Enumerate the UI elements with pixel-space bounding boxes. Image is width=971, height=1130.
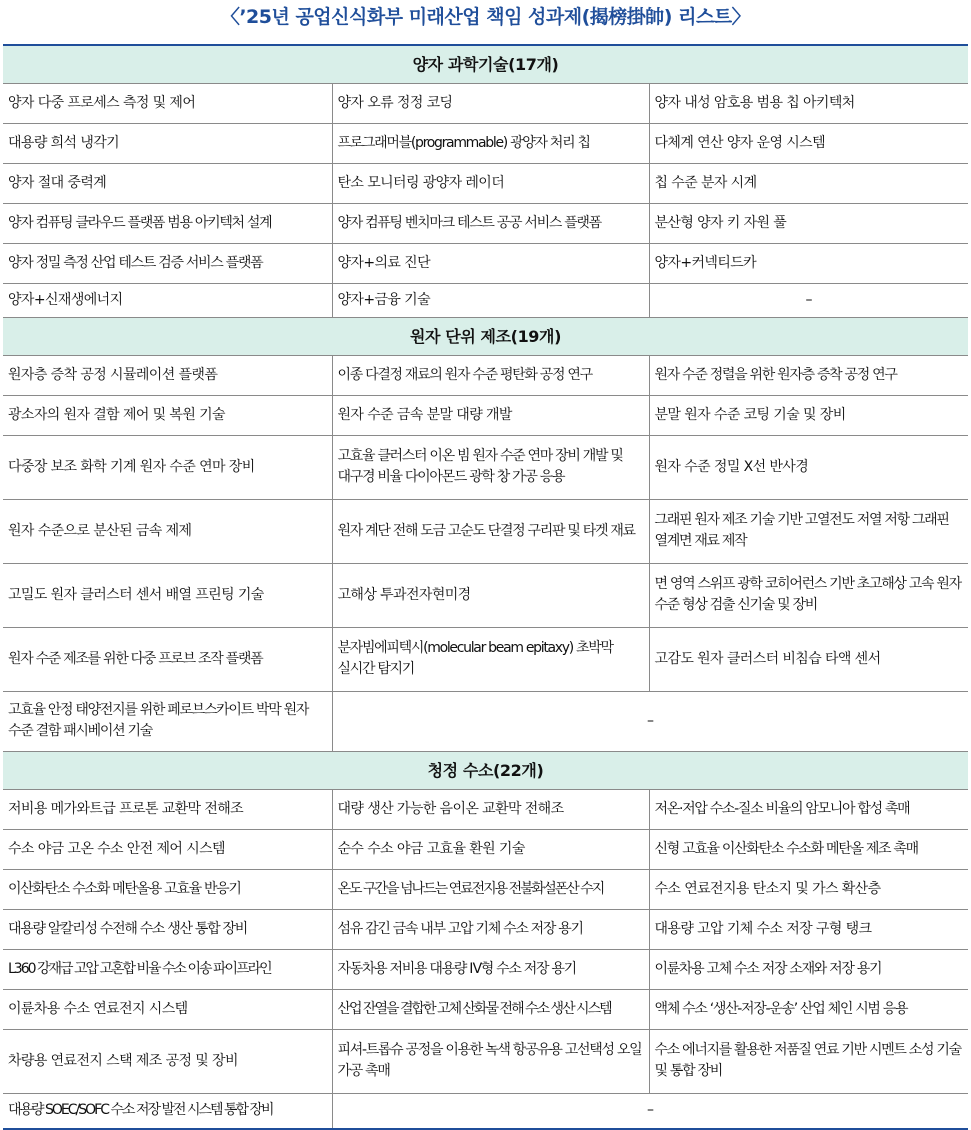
table-row: [3, 627, 968, 691]
table-cell: 광소자의 원자 결함 제어 및 복원 기술: [3, 395, 332, 435]
table-cell: 분산형 양자 키 자원 풀: [649, 203, 968, 243]
table-cell: 다중장 보조 화학 기계 원자 수준 연마 장비: [3, 435, 332, 499]
table-row: [3, 829, 968, 869]
table-cell: 차량용 연료전지 스택 제조 공정 및 장비: [3, 1029, 332, 1093]
table-cell: 원자 수준 제조를 위한 다중 프로브 조작 플랫폼: [3, 627, 332, 691]
table-cell: 원자 수준 정렬을 위한 원자층 증착 공정 연구: [649, 355, 968, 395]
table-cell: 수소 에너지를 활용한 저품질 연료 기반 시멘트 소성 기술 및 통합 장비: [649, 1029, 968, 1093]
table-row: [3, 83, 968, 123]
table-cell: 저비용 메가와트급 프로톤 교환막 전해조: [3, 789, 332, 829]
table-cell: 대용량 SOEC/SOFC 수소 저장 발전 시스템 통합 장비: [3, 1093, 332, 1129]
section-header-row: [3, 317, 968, 355]
table-cell: 원자층 증착 공정 시뮬레이션 플랫폼: [3, 355, 332, 395]
table-cell: 저온·저압 수소-질소 비율의 암모니아 합성 촉매: [649, 789, 968, 829]
table-cell: 대용량 고압 기체 수소 저장 구형 탱크: [649, 909, 968, 949]
table-cell: 이종 다결정 재료의 원자 수준 평탄화 공정 연구: [332, 355, 649, 395]
table-cell: 분자빔에피텍시(molecular beam epitaxy) 초박막 실시간 탐지기: [332, 627, 649, 691]
table-cell: 양자 컴퓨팅 벤치마크 테스트 공공 서비스 플랫폼: [332, 203, 649, 243]
table-row: [3, 1093, 968, 1129]
section-header-atomic: 원자 단위 제조(19개): [3, 317, 968, 355]
table-row: [3, 691, 968, 751]
table-row: [3, 949, 968, 989]
table-cell: 양자+커넥티드카: [649, 243, 968, 283]
table-cell: 양자+금융 기술: [332, 283, 649, 317]
table-cell: 이륜차용 수소 연료전지 시스템: [3, 989, 332, 1029]
table-row: [3, 203, 968, 243]
table-row: [3, 163, 968, 203]
table-row: [3, 283, 968, 317]
table-cell: 면 영역 스위프 광학 코히어런스 기반 초고해상 고속 원자 수준 형상 검출 신기술 및 장비: [649, 563, 968, 627]
table-cell: 분말 원자 수준 코팅 기술 및 장비: [649, 395, 968, 435]
project-list-table: [3, 44, 968, 1130]
table-cell: 탄소 모니터링 광양자 레이더: [332, 163, 649, 203]
table-row: [3, 395, 968, 435]
table-cell: 대량 생산 가능한 음이온 교환막 전해조: [332, 789, 649, 829]
table-cell: 순수 수소 야금 고효율 환원 기술: [332, 829, 649, 869]
table-cell: L360 강재급 고압 고혼합 비율 수소 이송 파이프라인: [3, 949, 332, 989]
table-cell: 양자 정밀 측정 산업 테스트 검증 서비스 플랫폼: [3, 243, 332, 283]
table-row: [3, 355, 968, 395]
table-cell: 양자+의료 진단: [332, 243, 649, 283]
table-cell: 수소 연료전지용 탄소지 및 가스 확산층: [649, 869, 968, 909]
table-cell: 고효율 클러스터 이온 빔 원자 수준 연마 장비 개발 및 대구경 비율 다이아몬드 광학 창 가공 응용: [332, 435, 649, 499]
table-cell: 온도 구간을 넘나드는 연료전지용 전불화설폰산 수지: [332, 869, 649, 909]
table-cell: 프로그래머블(programmable) 광양자 처리 칩: [332, 123, 649, 163]
section-header-quantum: 양자 과학기술(17개): [3, 45, 968, 83]
table-cell: 섬유 감긴 금속 내부 고압 기체 수소 저장 용기: [332, 909, 649, 949]
table-cell: 이륜차용 고체 수소 저장 소재와 저장 용기: [649, 949, 968, 989]
table-cell: 수소 야금 고온 수소 안전 제어 시스템: [3, 829, 332, 869]
table-cell: 고해상 투과전자현미경: [332, 563, 649, 627]
section-header-hydrogen: 청정 수소(22개): [3, 751, 968, 789]
table-cell: 신형 고효율 이산화탄소 수소화 메탄올 제조 촉매: [649, 829, 968, 869]
table-cell: 양자+신재생에너지: [3, 283, 332, 317]
table-row: [3, 909, 968, 949]
empty-cell: –: [332, 1093, 968, 1129]
table-row: [3, 789, 968, 829]
table-row: [3, 563, 968, 627]
table-cell: 양자 컴퓨팅 클라우드 플랫폼 범용 아키텍처 설계: [3, 203, 332, 243]
table-cell: 자동차용 저비용 대용량 Ⅳ형 수소 저장 용기: [332, 949, 649, 989]
table-cell: 원자 수준으로 분산된 금속 제제: [3, 499, 332, 563]
table-cell: 양자 다중 프로세스 측정 및 제어: [3, 83, 332, 123]
section-header-row: [3, 45, 968, 83]
table-cell: 피셔-트롭슈 공정을 이용한 녹색 항공유용 고선택성 오일 가공 촉매: [332, 1029, 649, 1093]
table-cell: 원자 수준 금속 분말 대량 개발: [332, 395, 649, 435]
empty-cell: –: [649, 283, 968, 317]
table-cell: 다체계 연산 양자 운영 시스템: [649, 123, 968, 163]
table-row: [3, 243, 968, 283]
table-row: [3, 123, 968, 163]
table-cell: 원자 계단 전해 도금 고순도 단결정 구리판 및 타겟 재료: [332, 499, 649, 563]
table-row: [3, 1029, 968, 1093]
table-cell: 대용량 알칼리성 수전해 수소 생산 통합 장비: [3, 909, 332, 949]
table-cell: 양자 오류 정정 코딩: [332, 83, 649, 123]
table-cell: 그래핀 원자 제조 기술 기반 고열전도 저열 저항 그래핀 열계면 재료 제작: [649, 499, 968, 563]
table-cell: 원자 수준 정밀 X선 반사경: [649, 435, 968, 499]
table-cell: 양자 내성 암호용 범용 칩 아키텍처: [649, 83, 968, 123]
section-header-row: [3, 751, 968, 789]
page-title: 〈’25년 공업신식화부 미래산업 책임 성과제(揭榜掛帥) 리스트〉: [220, 6, 751, 28]
table-cell: 이산화탄소 수소화 메탄올용 고효율 반응기: [3, 869, 332, 909]
table-cell: 산업 잔열을 결합한 고체 산화물 전해 수소 생산 시스템: [332, 989, 649, 1029]
table-cell: 고감도 원자 클러스터 비침습 타액 센서: [649, 627, 968, 691]
table-cell: 양자 절대 중력계: [3, 163, 332, 203]
table-cell: 액체 수소 ‘생산-저장-운송’ 산업 체인 시범 응용: [649, 989, 968, 1029]
table-row: [3, 499, 968, 563]
table-cell: 대용량 희석 냉각기: [3, 123, 332, 163]
table-cell: 고밀도 원자 클러스터 센서 배열 프린팅 기술: [3, 563, 332, 627]
table-row: [3, 869, 968, 909]
table-row: [3, 989, 968, 1029]
table-cell: 칩 수준 분자 시계: [649, 163, 968, 203]
table-cell: 고효율 안정 태양전지를 위한 페로브스카이트 박막 원자 수준 결함 패시베이션 기술: [3, 691, 332, 751]
empty-cell: –: [332, 691, 968, 751]
table-row: [3, 435, 968, 499]
